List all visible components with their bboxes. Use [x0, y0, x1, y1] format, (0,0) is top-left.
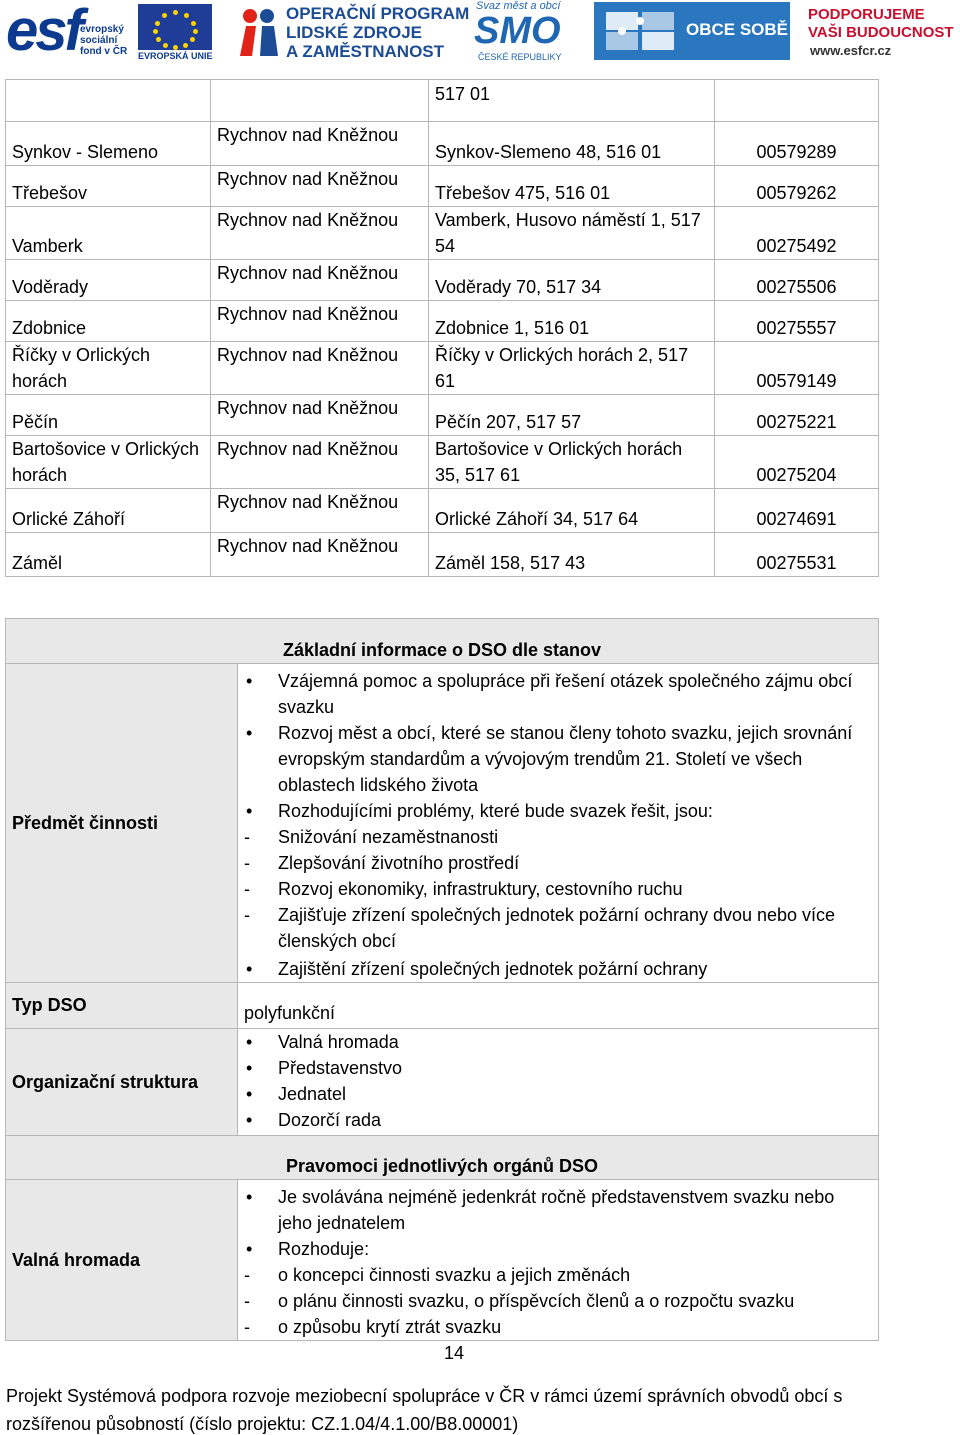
logo-strip: [0, 0, 960, 64]
esf-line2: sociální: [80, 35, 118, 46]
eu-logo: [138, 0, 218, 64]
table-row: [6, 983, 879, 1029]
dso-info-table: [5, 618, 879, 1341]
table-row: [6, 436, 879, 489]
table-row: [6, 533, 879, 577]
smo-logo: [470, 0, 580, 64]
member-district: Rychnov nad Kněžnou: [211, 533, 429, 577]
esf-line3: fond v ČR: [80, 46, 128, 57]
type-value: polyfunkční: [238, 983, 879, 1029]
member-district: Rychnov nad Kněžnou: [211, 301, 429, 342]
member-address: Bartošovice v Orlických horách 35, 517 61: [429, 436, 715, 489]
list-item-text: Rozhoduje:: [278, 1239, 370, 1259]
podporujeme-logo: [808, 0, 960, 64]
assembly-list: [244, 1184, 872, 1340]
op-lzz-logo: [232, 0, 470, 64]
member-district: Rychnov nad Kněžnou: [211, 489, 429, 533]
member-name: Orlické Záhoří: [6, 489, 211, 533]
member-ico: 00579262: [715, 166, 879, 207]
member-ico: [715, 80, 879, 122]
sublist-item: - Zlepšování životního prostředí: [244, 850, 872, 876]
eu-flag-icon: [138, 4, 212, 50]
member-ico: 00275204: [715, 436, 879, 489]
member-name: [6, 80, 211, 122]
table-row: [6, 395, 879, 436]
sublist-item: - Snižování nezaměstnanosti: [244, 824, 872, 850]
member-address: 517 01: [429, 80, 715, 122]
member-address: Třebešov 475, 516 01: [429, 166, 715, 207]
member-ico: 00275492: [715, 207, 879, 260]
footer-line1: Projekt Systémová podpora rozvoje meziobecní spolupráce v ČR v rámci území správních obvodů obcí s: [6, 1386, 843, 1406]
op-line3: A ZAMĚSTNANOST: [286, 42, 445, 61]
member-address: Synkov-Slemeno 48, 516 01: [429, 122, 715, 166]
sublist-item: - o plánu činnosti svazku, o příspěvcích členů a o rozpočtu svazku: [244, 1288, 872, 1314]
smo-mark: SMO: [474, 10, 561, 52]
podporujeme-line2: VAŠI BUDOUCNOST: [808, 24, 954, 41]
subject-content: [238, 664, 879, 983]
table-row: [6, 619, 879, 664]
member-name: Říčky v Orlických horách: [6, 342, 211, 395]
member-district: Rychnov nad Kněžnou: [211, 342, 429, 395]
assembly-content: [238, 1180, 879, 1341]
member-district: [211, 80, 429, 122]
sublist-item: - Zajišťuje zřízení společných jednotek požární ochrany dvou nebo více členských obcí: [244, 902, 872, 954]
member-address: Záměl 158, 517 43: [429, 533, 715, 577]
member-district: Rychnov nad Kněžnou: [211, 207, 429, 260]
esfcr-url: www.esfcr.cz: [810, 43, 892, 58]
sublist-item: - o způsobu krytí ztrát svazku: [244, 1314, 872, 1340]
member-address: Vamberk, Husovo náměstí 1, 517 54: [429, 207, 715, 260]
powers-header: Pravomoci jednotlivých orgánů DSO: [6, 1136, 879, 1180]
member-name: Synkov - Slemeno: [6, 122, 211, 166]
footer-line2: rozšířenou působností (číslo projektu: CZ.1.04/4.1.00/B8.00001): [6, 1414, 519, 1434]
member-district: Rychnov nad Kněžnou: [211, 166, 429, 207]
member-address: Voděrady 70, 517 34: [429, 260, 715, 301]
member-district: Rychnov nad Kněžnou: [211, 395, 429, 436]
list-item: [244, 1236, 872, 1340]
podporujeme-line1: PODPORUJEME: [808, 6, 925, 23]
table-row: [6, 207, 879, 260]
table-row: [6, 1136, 879, 1180]
list-item: • Rozvoj měst a obcí, které se stanou členy tohoto svazku, jejich srovnání evropským standardům a vývojovým trendům 21. Století ve všech oblastech lidského života: [244, 720, 872, 798]
member-ico: 00579149: [715, 342, 879, 395]
member-name: Třebešov: [6, 166, 211, 207]
member-name: Vamberk: [6, 207, 211, 260]
member-address: Pěčín 207, 517 57: [429, 395, 715, 436]
table-row: [6, 1180, 879, 1341]
podporujeme-text: [808, 6, 954, 42]
list-item: • Valná hromada: [244, 1029, 872, 1055]
org-content: [238, 1029, 879, 1136]
member-name: Záměl: [6, 533, 211, 577]
sublist-item: - o koncepci činnosti svazku a jejich změnách: [244, 1262, 872, 1288]
op-people-icon: [234, 2, 282, 60]
type-label: Typ DSO: [6, 983, 238, 1029]
table-row: [6, 301, 879, 342]
member-name: Voděrady: [6, 260, 211, 301]
esf-line1: evropský: [80, 24, 124, 35]
info-header: Základní informace o DSO dle stanov: [6, 619, 879, 664]
assembly-label: Valná hromada: [6, 1180, 238, 1341]
table-row: [6, 489, 879, 533]
op-lzz-text: [286, 4, 469, 61]
obce-sobe-logo: [594, 0, 790, 64]
member-address: Orlické Záhoří 34, 517 64: [429, 489, 715, 533]
list-item: [244, 798, 872, 954]
list-item: • Dozorčí rada: [244, 1107, 872, 1133]
list-item: • Jednatel: [244, 1081, 872, 1107]
member-district: Rychnov nad Kněžnou: [211, 436, 429, 489]
member-ico: 00274691: [715, 489, 879, 533]
table-row: [6, 260, 879, 301]
table-row: [6, 80, 879, 122]
members-table: [5, 79, 879, 577]
member-address: Zdobnice 1, 516 01: [429, 301, 715, 342]
list-item: • Je svolávána nejméně jedenkrát ročně představenstvem svazku nebo jeho jednatelem: [244, 1184, 872, 1236]
assembly-sublist: [244, 1262, 872, 1340]
member-district: Rychnov nad Kněžnou: [211, 260, 429, 301]
subject-label: Předmět činnosti: [6, 664, 238, 983]
page-number: 14: [444, 1343, 465, 1363]
member-name: Zdobnice: [6, 301, 211, 342]
member-ico: 00275506: [715, 260, 879, 301]
list-item: • Vzájemná pomoc a spolupráce při řešení otázek společného zájmu obcí svazku: [244, 668, 872, 720]
table-row: [6, 342, 879, 395]
list-item: • Představenstvo: [244, 1055, 872, 1081]
list-item: • Zajištění zřízení společných jednotek požární ochrany: [244, 956, 872, 982]
member-ico: 00275221: [715, 395, 879, 436]
op-line2: LIDSKÉ ZDROJE: [286, 23, 423, 42]
member-district: Rychnov nad Kněžnou: [211, 122, 429, 166]
op-line1: OPERAČNÍ PROGRAM: [286, 4, 470, 23]
member-name: Pěčín: [6, 395, 211, 436]
smo-top: Svaz měst a obcí: [476, 0, 561, 12]
table-row: [6, 166, 879, 207]
footer: [6, 1382, 956, 1435]
eu-caption: EVROPSKÁ UNIE: [138, 51, 213, 61]
obce-sobe-text: OBCE SOBĚ: [686, 20, 789, 39]
esf-logo: [4, 0, 132, 64]
table-row: [6, 122, 879, 166]
member-address: Říčky v Orlických horách 2, 517 61: [429, 342, 715, 395]
subject-sublist: [244, 824, 872, 954]
subject-list: [244, 668, 872, 982]
smo-bottom: ČESKÉ REPUBLIKY: [478, 52, 562, 62]
table-row: [6, 1029, 879, 1136]
sublist-item: - Rozvoj ekonomiky, infrastruktury, cestovního ruchu: [244, 876, 872, 902]
member-ico: 00275531: [715, 533, 879, 577]
org-label: Organizační struktura: [6, 1029, 238, 1136]
org-list: [244, 1029, 872, 1133]
member-ico: 00275557: [715, 301, 879, 342]
table-row: [6, 664, 879, 983]
member-ico: 00579289: [715, 122, 879, 166]
esf-logo-caption: [80, 24, 127, 57]
member-name: Bartošovice v Orlických horách: [6, 436, 211, 489]
puzzle-icon: [604, 10, 678, 52]
list-item-text: Rozhodujícími problémy, které bude svazek řešit, jsou:: [278, 801, 713, 821]
esf-logo-mark: esf: [6, 0, 81, 63]
